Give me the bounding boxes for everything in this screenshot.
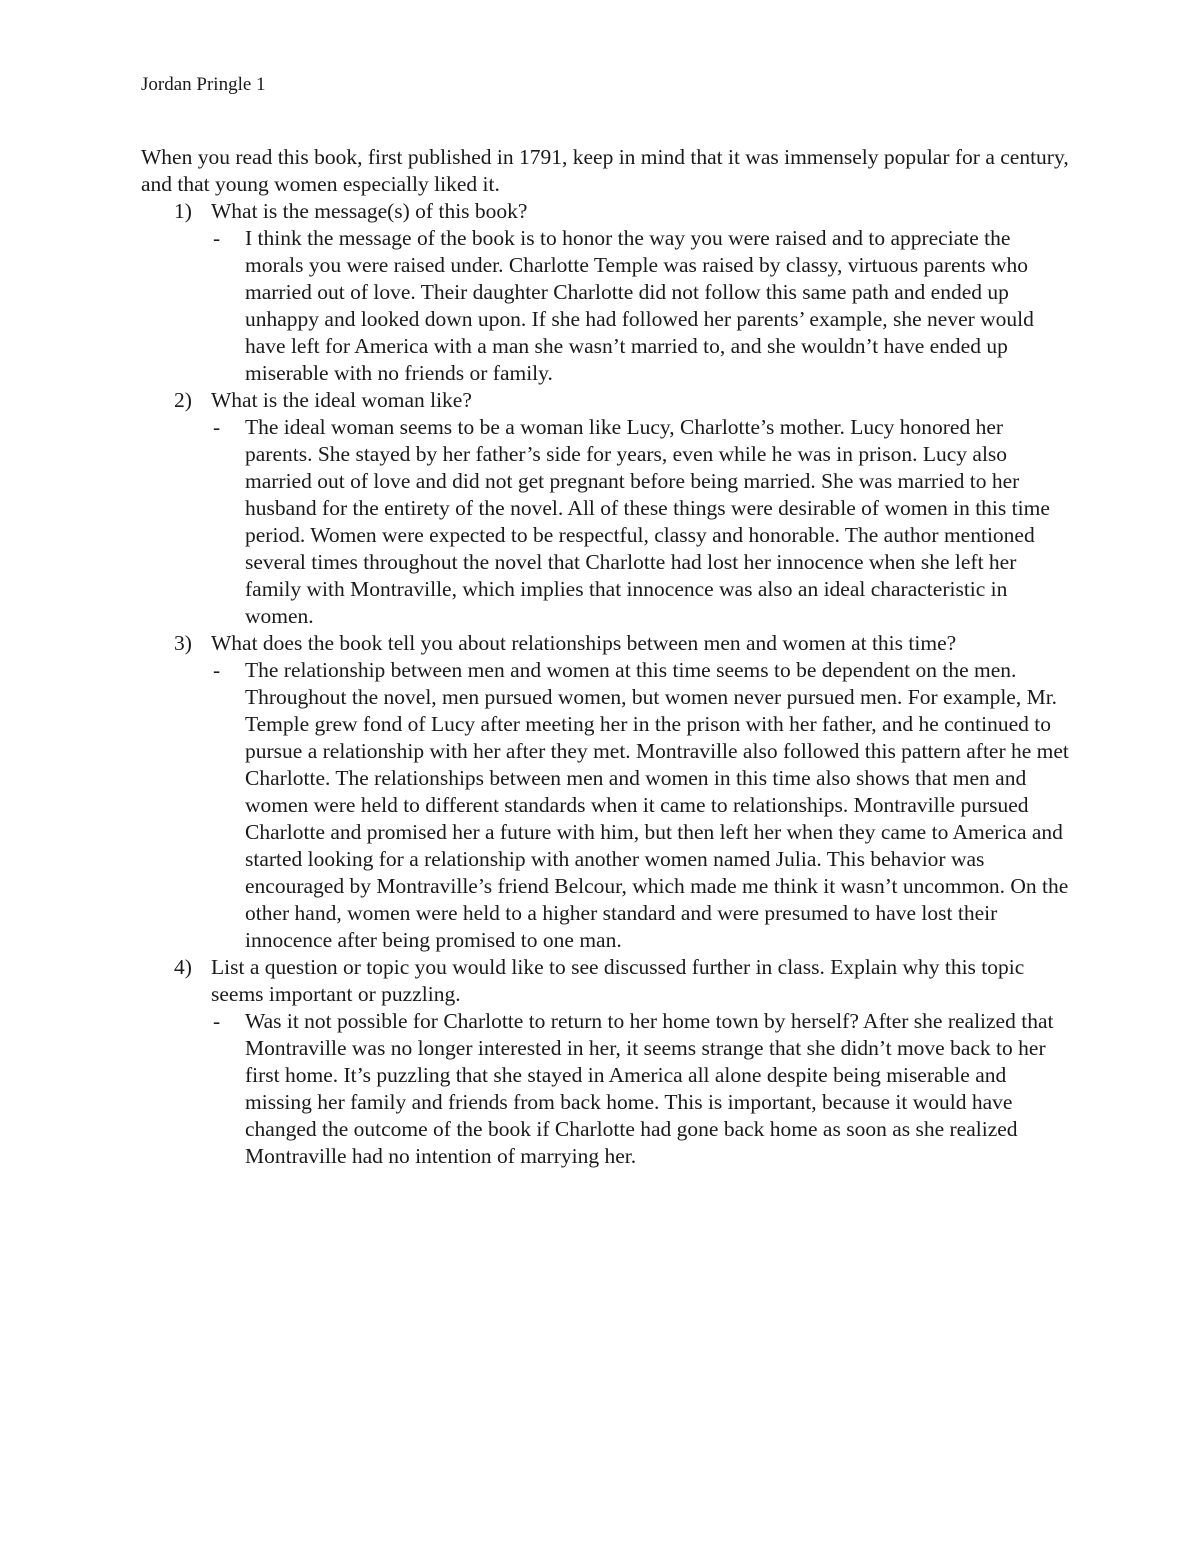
question-item-1 — [141, 198, 1071, 387]
question-number: 2) — [174, 388, 192, 412]
question-number: 1) — [174, 199, 192, 223]
intro-paragraph: When you read this book, first published in 1791, keep in mind that it was immensely popular for a century, and that young women especially liked it. — [141, 145, 1069, 196]
question-item-2 — [141, 387, 1071, 630]
document-body — [141, 144, 1071, 1170]
question-number: 4) — [174, 955, 192, 979]
question-2 — [141, 387, 1071, 414]
answer-2 — [141, 414, 1071, 630]
question-item-4 — [141, 954, 1071, 1170]
question-text: What does the book tell you about relationships between men and women at this time? — [211, 631, 957, 655]
answer-text: The relationship between men and women at this time seems to be dependent on the men. Throughout the novel, men pursued women, but women never pursued men. For example, Mr. Temple grew fond of Lucy after meeting her in the prison with her father, and he continued to pursue a relationship with her after they met. Montraville also followed this pattern after he met Charlotte. The relationships between men and women in this time also shows that men and women were held to different standards when it came to relationships. Montraville pursued Charlotte and promised her a future with him, but then left her when they came to America and started looking for a relationship with another women named Julia. This behavior was encouraged by Montraville’s friend Belcour, which made me think it wasn’t uncommon. On the other hand, women were held to a higher standard and were presumed to have lost their innocence after being promised to one man. — [245, 658, 1069, 952]
bullet-dash: - — [213, 226, 221, 250]
question-text: What is the ideal woman like? — [211, 388, 472, 412]
bullet-dash: - — [213, 1009, 221, 1033]
answer-3 — [141, 657, 1071, 954]
answer-4 — [141, 1008, 1071, 1170]
question-number: 3) — [174, 631, 192, 655]
question-text: List a question or topic you would like to see discussed further in class. Explain why this topic seems important or puzzling. — [211, 955, 1025, 1006]
bullet-dash: - — [213, 415, 221, 439]
question-4 — [141, 954, 1071, 1008]
question-text: What is the message(s) of this book? — [211, 199, 528, 223]
answer-text: The ideal woman seems to be a woman like Lucy, Charlotte’s mother. Lucy honored her parents. She stayed by her father’s side for years, even while he was in prison. Lucy also married out of love and did not get pregnant before being married. She was married to her husband for the entirety of the novel. All of these things were desirable of women in this time period. Women were expected to be respectful, classy and honorable. The author mentioned several times throughout the novel that Charlotte had lost her innocence when she left her family with Montraville, which implies that innocence was also an ideal characteristic in women. — [245, 415, 1050, 628]
question-1 — [141, 198, 1071, 225]
answer-text: Was it not possible for Charlotte to return to her home town by herself? After she realized that Montraville was no longer interested in her, it seems strange that she didn’t move back to her first home. It’s puzzling that she stayed in America all alone despite being miserable and missing her family and friends from back home. This is important, because it would have changed the outcome of the book if Charlotte had gone back home as soon as she realized Montraville had no intention of marrying her. — [245, 1009, 1054, 1168]
bullet-dash: - — [213, 658, 221, 682]
answer-text: I think the message of the book is to honor the way you were raised and to appreciate the morals you were raised under. Charlotte Temple was raised by classy, virtuous parents who married out of love. Their daughter Charlotte did not follow this same path and ended up unhappy and looked down upon. If she had followed her parents’ example, she never would have left for America with a man she wasn’t married to, and she wouldn’t have ended up miserable with no friends or family. — [245, 226, 1034, 385]
answer-1 — [141, 225, 1071, 387]
page-header: Jordan Pringle 1 — [141, 74, 266, 95]
question-item-3 — [141, 630, 1071, 954]
question-3 — [141, 630, 1071, 657]
